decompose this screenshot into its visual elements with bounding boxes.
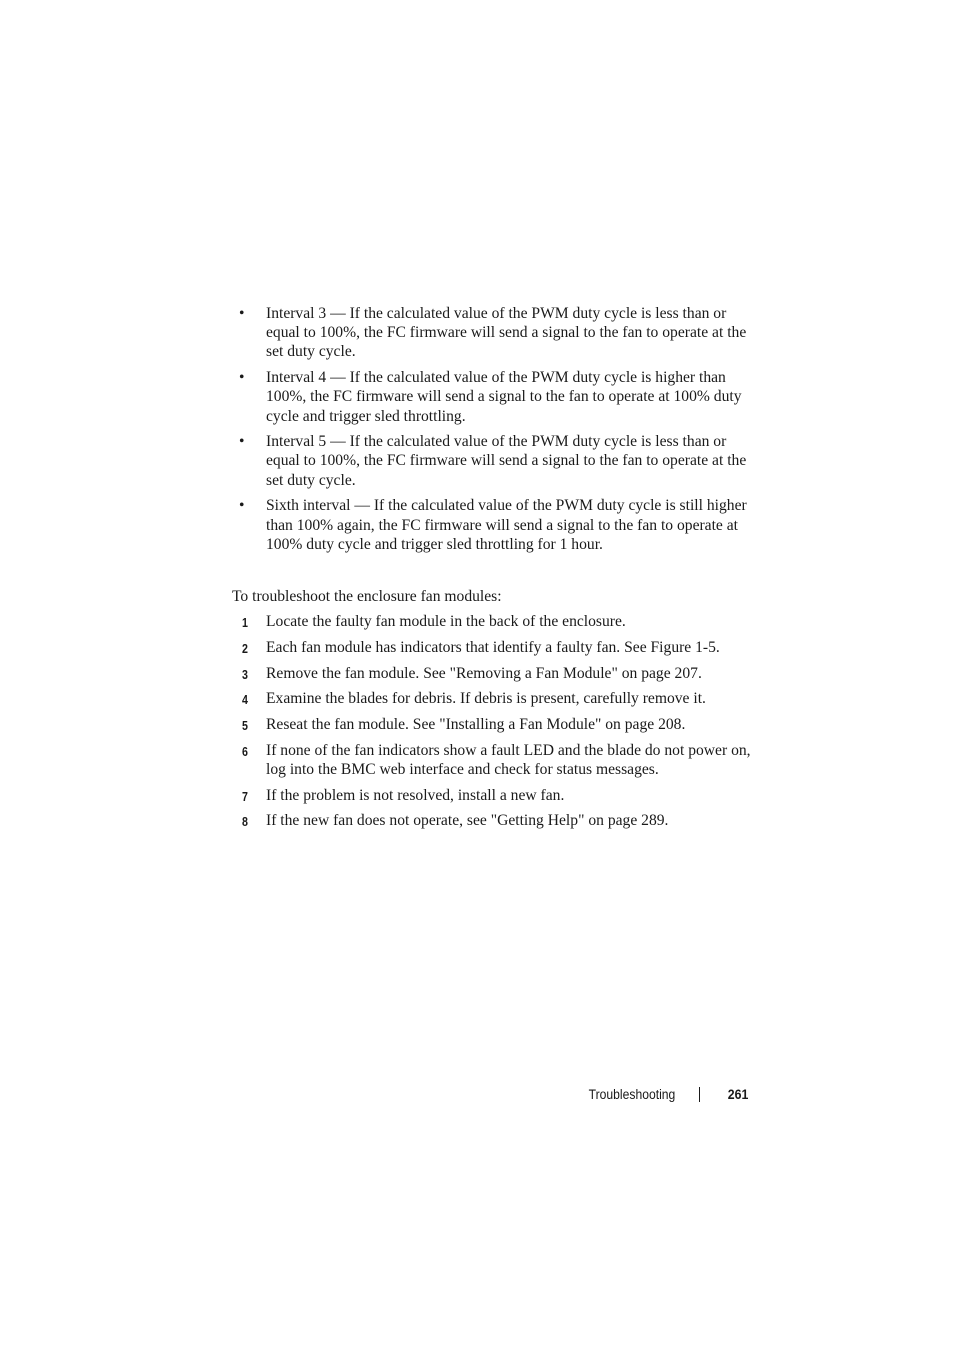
bullet-item-interval-4 xyxy=(232,368,752,426)
step-item-8 xyxy=(232,811,752,830)
bullet-item-interval-5 xyxy=(232,432,752,490)
bullet-text: Interval 5 — If the calculated value of the PWM duty cycle is less than or equal to 100%, the FC firmware will send a signal to the fan to operate at the set duty cycle. xyxy=(266,433,747,489)
step-number: 5 xyxy=(242,717,248,733)
step-item-5 xyxy=(232,715,752,734)
bullet-item-sixth-interval xyxy=(232,496,752,554)
bullet-mark: • xyxy=(239,497,245,515)
step-number: 3 xyxy=(242,666,248,682)
step-text: If none of the fan indicators show a fault LED and the blade do not power on, log into the BMC web interface and check for status messages. xyxy=(266,741,751,778)
step-text: Locate the faulty fan module in the back of the enclosure. xyxy=(266,613,626,631)
step-number: 6 xyxy=(242,743,248,759)
step-text: If the new fan does not operate, see "Getting Help" on page 289. xyxy=(266,812,669,830)
step-item-3 xyxy=(232,664,752,683)
bullet-text: Sixth interval — If the calculated value of the PWM duty cycle is still higher than 100% again, the FC firmware will send a signal to the fan to operate at 100% duty cycle and trigger sled throttling for 1 hour. xyxy=(266,497,747,553)
step-text: Reseat the fan module. See "Installing a Fan Module" on page 208. xyxy=(266,715,686,733)
step-item-7 xyxy=(232,786,752,805)
step-text: Examine the blades for debris. If debris is present, carefully remove it. xyxy=(266,690,706,708)
page-footer xyxy=(579,1084,748,1104)
footer-divider xyxy=(699,1087,700,1102)
step-item-1 xyxy=(232,612,752,631)
step-item-2 xyxy=(232,638,752,657)
bullet-item-interval-3 xyxy=(232,304,752,362)
page-number: 261 xyxy=(727,1086,748,1102)
bullet-mark: • xyxy=(239,305,245,322)
step-text: Each fan module has indicators that identify a faulty fan. See Figure 1-5. xyxy=(266,638,720,656)
step-number: 2 xyxy=(242,640,248,656)
body-text xyxy=(232,304,752,837)
footer-section-title: Troubleshooting xyxy=(588,1086,676,1102)
step-item-6 xyxy=(232,741,752,779)
interval-bullet-list xyxy=(232,304,752,554)
step-text: If the problem is not resolved, install a new fan. xyxy=(266,786,565,804)
step-number: 4 xyxy=(242,692,248,708)
step-number: 8 xyxy=(242,814,248,830)
step-number: 1 xyxy=(242,615,248,631)
procedure-intro: To troubleshoot the enclosure fan modules: xyxy=(232,587,502,605)
step-number: 7 xyxy=(242,788,248,804)
bullet-mark: • xyxy=(239,369,245,387)
troubleshooting-steps xyxy=(232,612,752,830)
bullet-text: Interval 4 — If the calculated value of the PWM duty cycle is higher than 100%, the FC firmware will send a signal to the fan to operate at 100% duty cycle and trigger sled throttling. xyxy=(266,369,742,425)
bullet-text: Interval 3 — If the calculated value of the PWM duty cycle is less than or equal to 100%, the FC firmware will send a signal to the fan to operate at the set duty cycle. xyxy=(266,305,747,361)
bullet-mark: • xyxy=(239,433,245,451)
step-item-4 xyxy=(232,689,752,708)
step-text: Remove the fan module. See "Removing a Fan Module" on page 207. xyxy=(266,664,702,682)
